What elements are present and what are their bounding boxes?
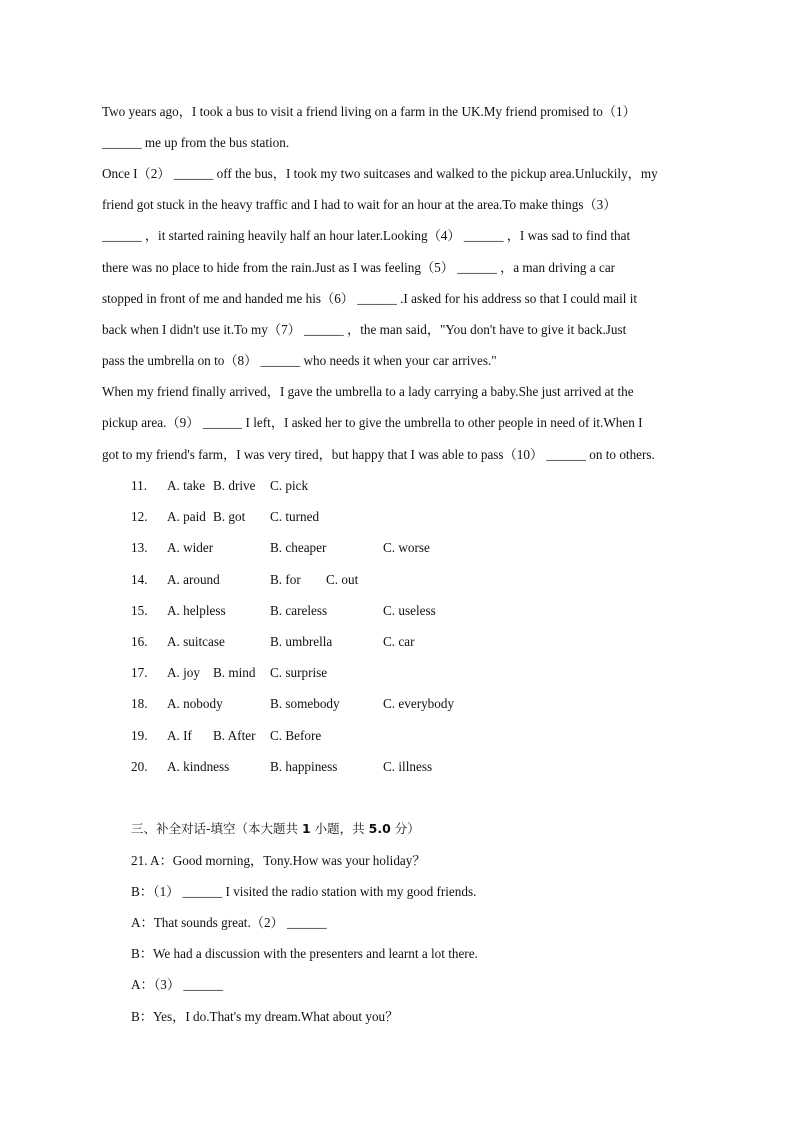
option-b: B. mind: [213, 665, 256, 680]
passage-line: there was no place to hide from the rain.Just as I was feeling（5） ______ ，a man driving a car: [102, 260, 616, 275]
question-number: 19.: [131, 728, 148, 743]
option-a: A. kindness: [167, 759, 230, 774]
question-number: 11.: [131, 478, 147, 493]
option-a: A. helpless: [167, 603, 226, 618]
option-b: B. umbrella: [270, 634, 333, 649]
option-b: B. After: [213, 728, 256, 743]
section-title-prefix: 三、补全对话-填空（本大题共: [131, 821, 302, 836]
option-c: C. Before: [270, 728, 322, 743]
option-a: A. around: [167, 572, 220, 587]
option-a: A. suitcase: [167, 634, 225, 649]
dialogue-line: A：（3） ______: [131, 977, 223, 992]
passage-line: pickup area.（9） ______ I left，I asked her to give the umbrella to other people in need of it.When I: [102, 415, 643, 430]
option-b: B. got: [213, 509, 246, 524]
passage-line: stopped in front of me and handed me his（6） ______ .I asked for his address so that I could mail it: [102, 291, 638, 306]
dialogue-line: 21. A：Good morning，Tony.How was your holiday？: [131, 853, 426, 868]
question-number: 18.: [131, 696, 148, 711]
question-number: 14.: [131, 572, 148, 587]
section-question-count: 1: [302, 821, 311, 836]
section-heading: [131, 820, 420, 838]
option-a: A. wider: [167, 540, 214, 555]
passage-line: When my friend finally arrived，I gave the umbrella to a lady carrying a baby.She just arrived at the: [102, 384, 634, 399]
passage-line: got to my friend's farm，I was very tired，but happy that I was able to pass（10） ______ on to others.: [102, 447, 655, 462]
option-b: B. somebody: [270, 696, 340, 711]
option-a: A. paid: [167, 509, 206, 524]
option-c: C. out: [326, 572, 359, 587]
passage-line: pass the umbrella on to（8） ______ who needs it when your car arrives.": [102, 353, 497, 368]
option-c: C. worse: [383, 540, 430, 555]
option-a: A. take: [167, 478, 206, 493]
option-a: A. If: [167, 728, 192, 743]
option-a: A. nobody: [167, 696, 223, 711]
option-b: B. cheaper: [270, 540, 327, 555]
section-title-mid: 小题，共: [310, 821, 369, 836]
option-b: B. for: [270, 572, 301, 587]
question-number: 12.: [131, 509, 148, 524]
passage-line: Once I（2） ______ off the bus，I took my two suitcases and walked to the pickup area.Unluckily，my: [102, 166, 658, 181]
passage-line: ______ ，it started raining heavily half an hour later.Looking（4） ______ ，I was sad to find that: [102, 228, 631, 243]
passage-line: back when I didn't use it.To my（7） ______ ，the man said，"You don't have to give it back.Just: [102, 322, 627, 337]
section-score: 5.0: [368, 821, 391, 836]
question-number: 16.: [131, 634, 148, 649]
option-b: B. careless: [270, 603, 328, 618]
option-c: C. everybody: [383, 696, 455, 711]
question-number: 20.: [131, 759, 148, 774]
option-c: C. useless: [383, 603, 436, 618]
option-b: B. drive: [213, 478, 256, 493]
option-a: A. joy: [167, 665, 200, 680]
passage-line: friend got stuck in the heavy traffic and I had to wait for an hour at the area.To make things（3）: [102, 197, 617, 212]
question-number: 17.: [131, 665, 148, 680]
dialogue-line: A：That sounds great.（2） ______: [131, 915, 327, 930]
option-c: C. turned: [270, 509, 320, 524]
section-title-suffix: 分）: [390, 821, 420, 836]
option-c: C. illness: [383, 759, 433, 774]
question-number: 15.: [131, 603, 148, 618]
option-c: C. surprise: [270, 665, 328, 680]
passage-line: ______ me up from the bus station.: [102, 135, 290, 150]
question-number: 13.: [131, 540, 148, 555]
dialogue-line: B：（1） ______ I visited the radio station with my good friends.: [131, 884, 477, 899]
passage-line: Two years ago，I took a bus to visit a friend living on a farm in the UK.My friend promised to（1）: [102, 104, 636, 119]
dialogue-line: B：Yes，I do.That's my dream.What about you？: [131, 1009, 399, 1024]
option-c: C. pick: [270, 478, 309, 493]
option-c: C. car: [383, 634, 415, 649]
option-b: B. happiness: [270, 759, 338, 774]
dialogue-line: B：We had a discussion with the presenters and learnt a lot there.: [131, 946, 478, 961]
